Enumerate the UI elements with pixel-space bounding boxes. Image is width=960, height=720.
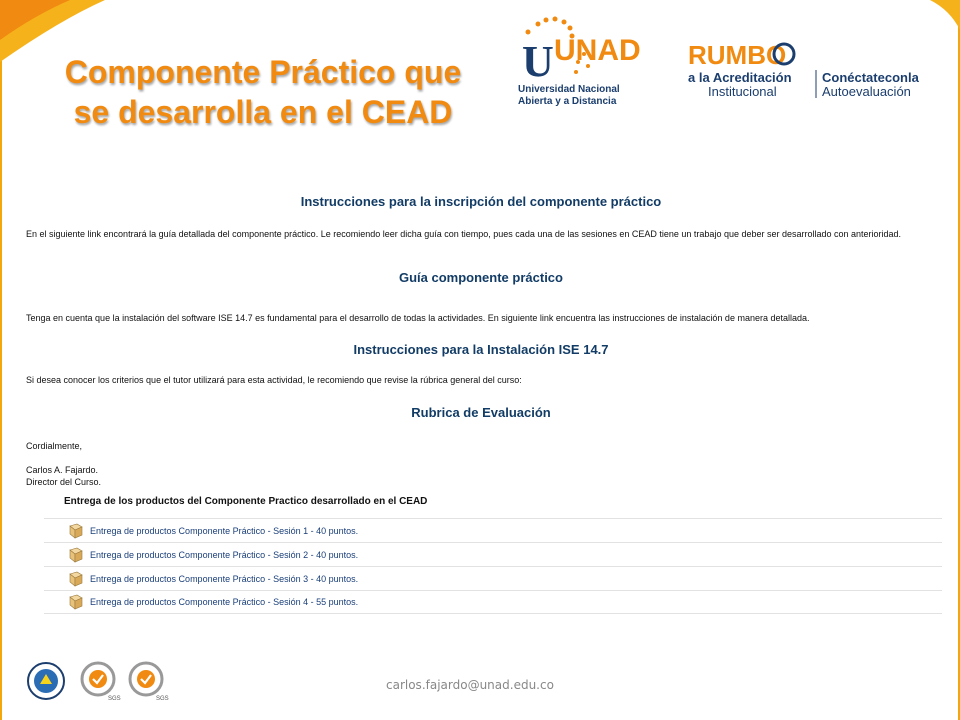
deliverable-link-2[interactable]: Entrega de productos Componente Práctico - Sesión 2 - 40 puntos. <box>90 549 359 560</box>
deliverable-link-3[interactable]: Entrega de productos Componente Práctico - Sesión 3 - 40 puntos. <box>90 573 359 584</box>
deliverable-link-1[interactable]: Entrega de productos Componente Práctico - Sesión 1 - 40 puntos. <box>90 525 359 536</box>
unad-line-1: Universidad Nacional <box>518 84 620 95</box>
closing-text: Cordialmente, <box>26 441 83 451</box>
rumbo-line-3: Conéctateconla <box>822 70 919 85</box>
rumbo-line-1: a la Acreditación <box>688 70 792 85</box>
heading-rubrica-link[interactable]: Rubrica de Evaluación <box>411 405 551 420</box>
rumbo-wordmark: RUMBO <box>688 40 787 70</box>
heading-guia-link[interactable]: Guía componente práctico <box>399 270 563 285</box>
unad-logo <box>518 14 648 109</box>
heading-instalacion-link[interactable]: Instrucciones para la Instalación ISE 14.7 <box>353 342 609 357</box>
page-title <box>18 52 508 132</box>
title-line-2: se desarrolla en el CEAD <box>73 94 453 130</box>
deliverables-title: Entrega de los productos del Componente Practico desarrollado en el CEAD <box>64 496 428 507</box>
signature-name: Carlos A. Fajardo. <box>26 465 99 475</box>
heading-inscripcion: Instrucciones para la inscripción del componente práctico <box>300 194 662 209</box>
colombia-seal-icon <box>28 663 64 699</box>
deliverables-list <box>44 518 942 614</box>
certification-badges <box>26 660 176 702</box>
deliverable-link-4[interactable]: Entrega de productos Componente Práctico - Sesión 4 - 55 puntos. <box>90 597 359 607</box>
para-software: Tenga en cuenta que la instalación del software ISE 14.7 es fundamental para el desarrollo de todas la actividades. En siguiente link encuentra las instrucciones de instalación de manera detallada. <box>26 313 810 323</box>
document-icon <box>68 547 84 563</box>
document-icon <box>68 571 84 587</box>
unad-wordmark: UNAD <box>554 34 641 67</box>
list-item[interactable] <box>44 590 942 614</box>
sgs-badge-icon <box>130 663 169 702</box>
rumbo-line-4: Autoevaluación <box>822 84 911 99</box>
para-inscripcion: En el siguiente link encontrará la guía detallada del componente práctico. Le recomiendo leer dicha guía con tiempo, pues cada una de las sesiones en CEAD tiene un trabajo que deber ser desarrollado con anterioridad. <box>26 229 902 239</box>
signature-role: Director del Curso. <box>26 477 102 487</box>
svg-text:SGS: SGS <box>156 696 169 702</box>
footer-email: carlos.fajardo@unad.edu.co <box>386 678 554 692</box>
unad-line-2: Abierta y a Distancia <box>518 96 617 107</box>
sgs-badge-icon <box>82 663 121 702</box>
title-line-1: Componente Práctico que <box>64 54 462 90</box>
svg-text:SGS: SGS <box>108 696 121 702</box>
list-item[interactable] <box>44 542 942 566</box>
list-item[interactable] <box>44 566 942 590</box>
document-icon <box>68 594 84 610</box>
rumbo-line-2: Institucional <box>708 84 777 99</box>
document-icon <box>68 523 84 539</box>
rumbo-acreditacion-logo <box>688 34 928 104</box>
list-item[interactable] <box>44 518 942 542</box>
svg-text:U: U <box>522 37 554 86</box>
para-criterios: Si desea conocer los criterios que el tutor utilizará para esta actividad, le recomiendo que revise la rúbrica general del curso: <box>26 375 522 385</box>
